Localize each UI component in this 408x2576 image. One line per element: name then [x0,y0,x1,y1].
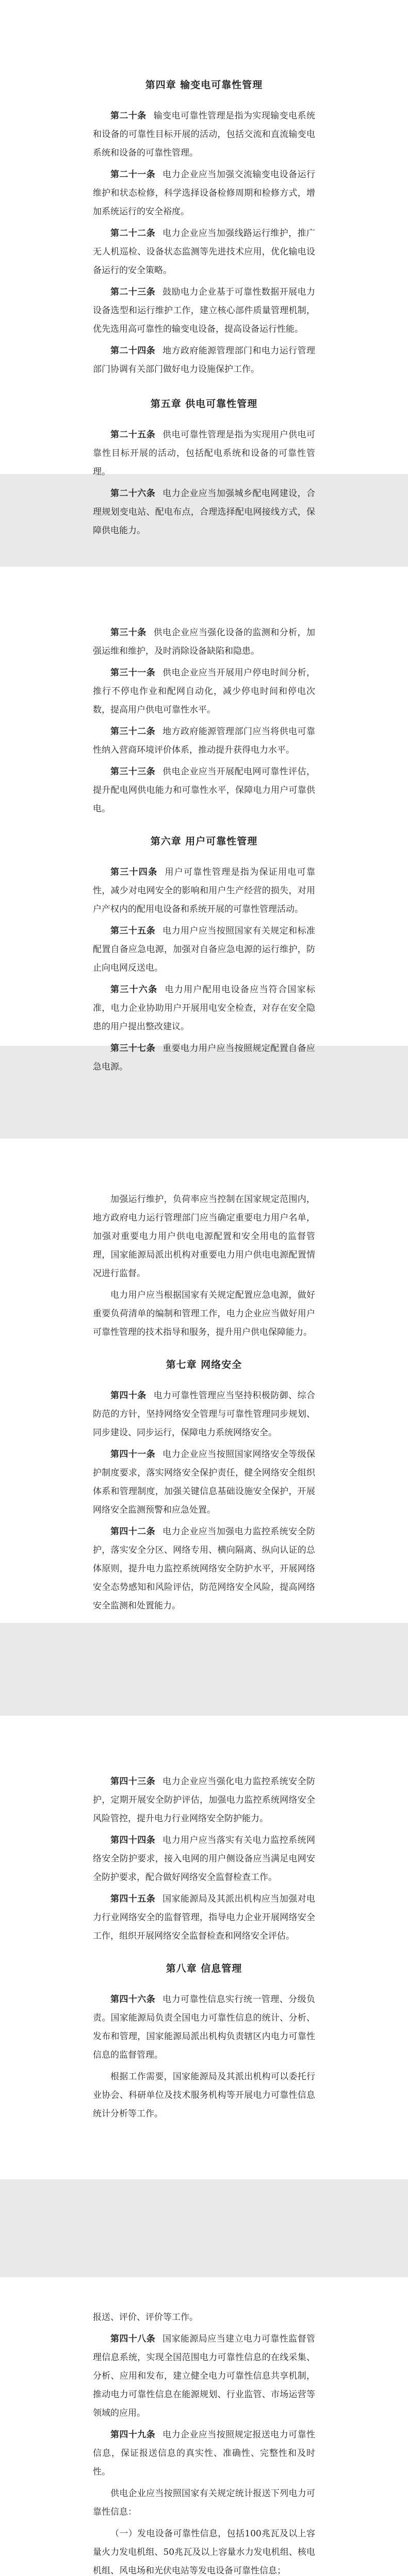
article-list [93,863,315,1076]
article-number: 第三十七条 [110,1043,156,1054]
chapter-title: 第四章 输变电可靠性管理 [145,79,263,91]
article-number: 第二十条 [110,111,146,121]
article-text: 电力企业应当加强交流输变电设备运行维护和状态检修，科学选择设备检修周期和检修方式，增加系统运行的安全裕度。 [93,170,316,217]
chapter-title: 第六章 用户可靠性管理 [150,836,258,847]
article [93,484,315,540]
article [93,426,315,481]
article-text: 电力可靠性管理应当坚持积极防御、综合防范的方针，坚持网络安全管理与可靠性管理同步规划、同步建设、同步运行，保障电力系统网络安全。 [93,1391,316,1438]
article-number: 第四十三条 [110,1776,156,1787]
article-list [93,2330,315,2481]
article-number: 第三十一条 [110,668,156,678]
article-number: 第二十一条 [110,170,156,180]
chapter-title: 第五章 供电可靠性管理 [150,398,258,410]
page-gap [0,2179,408,2277]
article [93,1990,315,2064]
article [93,1772,315,1828]
article-text: 输变电可靠性管理是指为实现输变电系统和设备的可靠性目标开展的活动，包括交流和直流输变电系统和设备的可靠性管理。 [93,111,316,158]
article-text: 国家能源局应当建立电力可靠性监督管理信息系统，实现全国范围电力可靠性信息的在线采集、分析、应用和发布，建立健全电力可靠性信息共享机制，推动电力可靠性信息在能源规划、行业监管、市场运营等领域的应用。 [93,2334,316,2418]
article [93,762,315,818]
article-number: 第二十六条 [110,488,156,499]
article-number: 第四十条 [110,1391,146,1401]
article-list [93,1990,315,2064]
article-number: 第四十八条 [110,2334,156,2344]
article [93,922,315,977]
article-text: 电力企业应当按照规定报送电力可靠性信息，保证报送信息的真实性、准确性、完整性和及时性。 [93,2430,316,2477]
article-number: 第四十五条 [110,1894,156,1904]
article [93,664,315,719]
paragraph: 电力用户应当根据国家有关规定配置应急电源，做好重要负荷清单的编制和管理工作，电力企业应当做好用户可靠性管理的技术指导和服务，提升用户供电保障能力。 [93,1290,315,1337]
article [93,1445,315,1519]
article [93,342,315,379]
article-text: 国家能源局及其派出机构应当加强对电力行业网络安全的监督管理，指导电力企业开展网络安全工作，组织开展网络安全监督检查和网络安全评估。 [93,1894,316,1941]
article-text: 电力企业应当加强电力监控系统安全防护，落实安全分区、网络专用、横向隔离、纵向认证的总体原则，提升电力监控系统网络安全防护水平，开展网络安全态势感知和风险评估，防范网络安全风险，提高网络安全监测和处置能力。 [93,1527,316,1611]
document-page-2 [0,567,408,1072]
article-number: 第三十四条 [110,867,158,877]
chapter-title: 第七章 网络安全 [166,1359,242,1370]
article-text: 电力用户应当落实有关电力监控系统网络安全防护要求，接入电网的用户侧设备应当满足电网安全防护要求，配合做好网络安全监督检查工作。 [93,1835,316,1883]
article-number: 第二十五条 [110,430,156,440]
article [93,283,315,338]
paragraph: 报送、评价、评价等工作。 [93,2312,198,2323]
article [93,722,315,759]
article-list [93,623,315,818]
list-item: （一）发电设备可靠性信息，包括100兆瓦及以上容量火力发电机组、50兆瓦及以上容量水力发电机组、核电机组、风电场和光伏电站等发电设备可靠性信息； [93,2529,315,2576]
article-text: 供电企业应当开展配电网可靠性评估，提升配电网供电能力和可靠性水平，保障电力用户可靠供电。 [93,767,316,814]
document-page-3 [0,1139,408,1623]
article-text: 地方政府能源管理部门应当将供电可靠性纳入营商环境评价体系，推动提升获得电力水平。 [93,726,316,755]
article-text: 电力企业应当按照国家网络安全等级保护制度要求，落实网络安全保护责任，健全网络安全组织体系和管理制度，加强关键信息基础设施安全保护，开展网络安全监测预警和应急处置。 [93,1449,316,1515]
article-list [93,1772,315,1945]
article [93,165,315,221]
paragraph: 供电企业应当按照国家有关规定统计报送下列电力可靠性信息： [93,2488,315,2517]
paragraph: 加强运行维护，负荷率应当控制在国家规定范围内，地方政府电力运行管理部门应当确定重要电力用户名单，加强对重要电力用户供电电源配置和安全用电的监督管理，国家能源局派出机构对重要电力用户供电电源配置情况进行监督。 [93,1194,315,1279]
article-number: 第三十二条 [110,726,156,737]
article-text: 电力可靠性信息实行统一管理、分级负责。国家能源局负责全国电力可靠性信息的统计、分析、发布和管理，国家能源局派出机构负责辖区内电力可靠性信息的监督管理。 [93,1994,316,2060]
document-page-4 [0,1716,408,2179]
article [93,1831,315,1887]
article-text: 重要电力用户应当按照规定配置自备应急电源。 [93,1043,316,1072]
article [93,980,315,1036]
article [93,2330,315,2422]
article-text: 电力企业应当强化电力监控系统安全防护，定期开展安全防护评估，加强电力监控系统网络安全风险管控，提升电力行业网络安全防护能力。 [93,1776,316,1824]
article-text: 电力用户应当按照国家有关规定和标准配置自备应急电源，加强对自备应急电源的运行维护，防止向电网反送电。 [93,926,316,973]
article-number: 第四十四条 [110,1835,156,1845]
article-text: 供电可靠性管理是指为实现用户供电可靠性目标开展的活动，包括配电系统和设备的可靠性管理。 [93,430,316,477]
article-list [93,107,315,379]
article [93,1890,315,1945]
article-number: 第四十二条 [110,1527,156,1537]
document-page-1 [0,0,408,536]
article [93,1386,315,1442]
article [93,863,315,919]
article-text: 电力企业应当加强线路运行维护，推广无人机巡检、设备状态监测等先进技术应用，优化输电设备运行的安全策略。 [93,228,316,276]
article-text: 供电企业应当强化设备的监测和分析，加强运维和维护，及时消除设备缺陷和隐患。 [93,628,316,656]
article-text: 电力企业应当加强城乡配电网建设，合理规划变电站、配电布点，合理选择配电网接线方式，保障供电能力。 [93,488,316,536]
article [93,1039,315,1076]
enumerated-list [93,2524,315,2576]
page-gap [0,1623,408,1716]
article-list [93,1386,315,1615]
article-list [93,426,315,540]
article-number: 第三十六条 [110,985,158,995]
paragraph: 根据工作需要，国家能源局及其派出机构可以委托行业协会、科研单位及技术服务机构等开展电力可靠性信息统计分析等工作。 [93,2072,315,2119]
article [93,2426,315,2481]
article [93,1522,315,1615]
article [93,224,315,280]
article-number: 第四十一条 [110,1449,156,1460]
document-page-5 [0,2277,408,2576]
article-number: 第四十六条 [110,1994,156,2005]
article-text: 鼓励电力企业基于可靠性数据开展电力设备选型和运行维护工作，建立核心部件质量管理机制，优先选用高可靠性的输变电设备，提高设备运行性能。 [93,287,316,334]
article-number: 第三十五条 [110,926,156,936]
article-number: 第二十四条 [110,346,156,356]
article-number: 第二十二条 [110,228,156,239]
article-number: 第三十三条 [110,767,156,777]
article-text: 供电企业应当开展用户停电时间分析，推行不停电作业和配网自动化，减少停电时间和停电次数，提高用户供电可靠性水平。 [93,668,316,715]
article-text: 电力用户配用电设备应当符合国家标准，电力企业协助用户开展用电安全检查，对存在安全隐患的用户提出整改建议。 [93,985,315,1032]
article-number: 第二十三条 [110,287,156,297]
article-text: 地方政府能源管理部门和电力运行管理部门协调有关部门做好电力设施保护工作。 [93,346,316,375]
chapter-title: 第八章 信息管理 [166,1963,242,1974]
article [93,623,315,660]
article [93,107,315,162]
article-text: 用户可靠性管理是指为保证用电可靠性，减少对电网安全的影响和用户生产经营的损失，对用户产权内的配用电设备和系统开展的可靠性管理活动。 [93,867,315,914]
article-number: 第四十九条 [110,2430,156,2440]
article-number: 第三十条 [110,628,146,638]
